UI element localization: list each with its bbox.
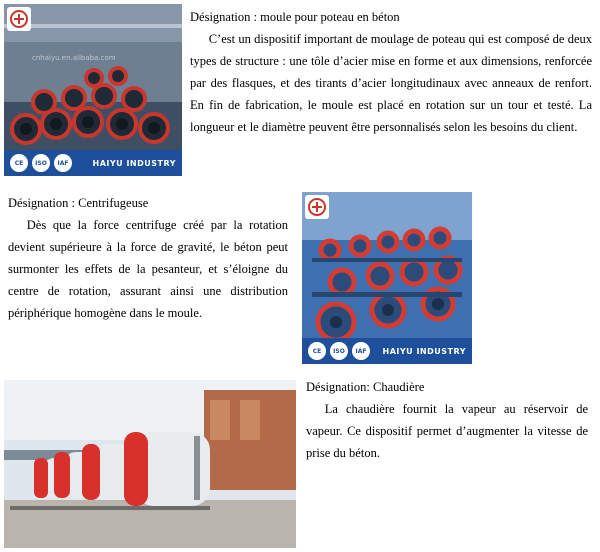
haiyu-logo: [7, 7, 31, 31]
ce-cert-icon: CE: [10, 154, 28, 172]
brand-name: HAIYU INDUSTRY: [382, 346, 466, 356]
section-title: Désignation: Chaudière: [306, 380, 425, 394]
iaf-cert-icon: IAF: [54, 154, 72, 172]
haiyu-logo: [305, 195, 329, 219]
iso-cert-icon: ISO: [32, 154, 50, 172]
section-description: La chaudière fournit la vapeur au réservoir de vapeur. Ce dispositif permet d’augmenter la vitesse de prise du béton.: [306, 402, 588, 460]
iaf-cert-icon: IAF: [352, 342, 370, 360]
ce-cert-icon: CE: [308, 342, 326, 360]
section-description: Dès que la force centrifuge créé par la rotation devient supérieure à la force de gravité, le béton peut surmonter les effets de la pesanteur, et s’éloigne du centre de rotation, assurant ainsi une distribution périphérique homogène dans le moule.: [8, 218, 288, 320]
centrifuge-photo: [302, 192, 472, 364]
watermark: cnhaiyu.en.alibaba.com: [32, 54, 116, 62]
iso-cert-icon: ISO: [330, 342, 348, 360]
section-centrifuge: [8, 192, 288, 324]
image-banner: [302, 338, 472, 364]
boiler-photo: [4, 380, 296, 548]
image-banner: [4, 150, 182, 176]
section-pole-mould: [190, 6, 592, 138]
brand-name: HAIYU INDUSTRY: [92, 158, 176, 168]
section-title: Désignation : moule pour poteau en béton: [190, 10, 400, 24]
pole-mould-photo: [4, 4, 182, 176]
section-title: Désignation : Centrifugeuse: [8, 196, 149, 210]
section-boiler: [306, 376, 588, 464]
section-description: C’est un dispositif important de moulage de poteau qui est composé de deux types de structure : une tôle d’acier mise en forme et aux dimensions, renforcée par des flasques, et des tirants d’acier longitudinaux avec anneaux de renfort. En fin de fabrication, le moule est placé en rotation sur un tour et testé. La longueur et le diamètre peuvent être personnalisés selon les besoins du client.: [190, 32, 592, 134]
